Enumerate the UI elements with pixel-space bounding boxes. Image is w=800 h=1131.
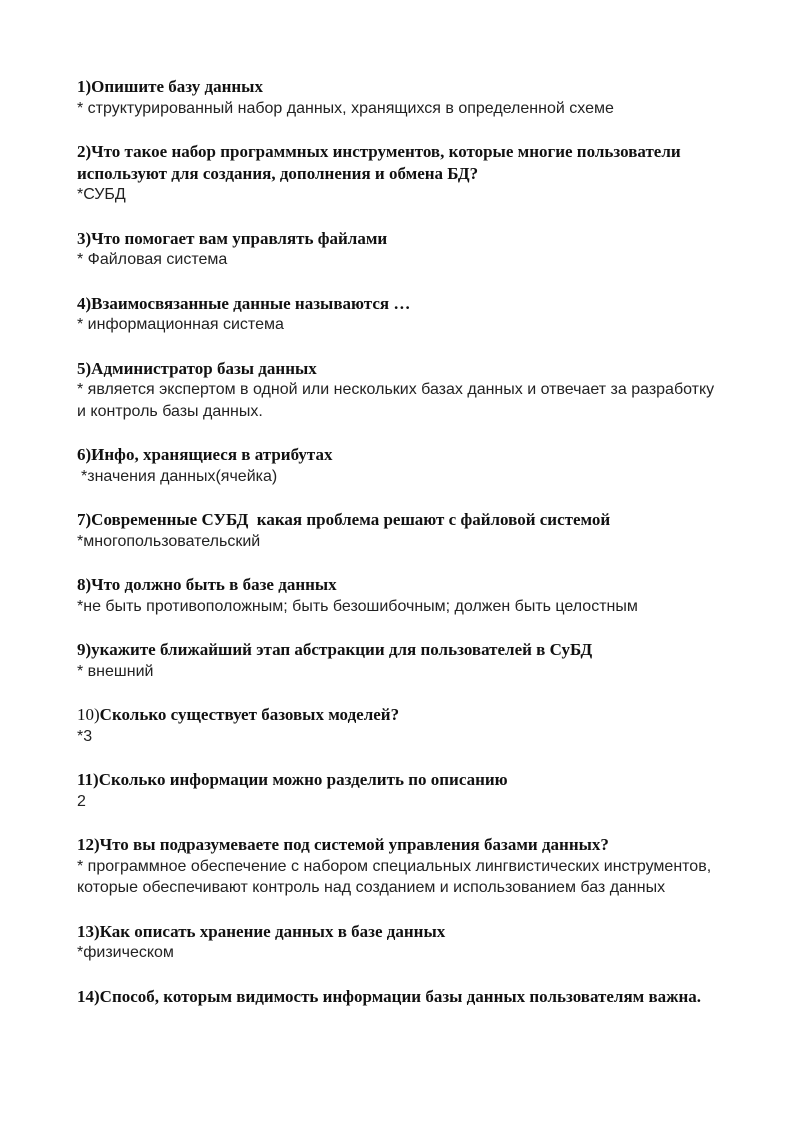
qa-item-7 [77, 509, 727, 552]
question-1: 1)Опишите базу данных [77, 77, 263, 96]
document-page [77, 76, 727, 1029]
answer-8: *не быть противоположным; быть безошибочным; должен быть целостным [77, 597, 638, 615]
question-6: 6)Инфо, хранящиеся в атрибутах [77, 445, 333, 464]
qa-item-12 [77, 834, 727, 899]
question-5: 5)Администратор базы данных [77, 358, 317, 378]
qa-item-8 [77, 574, 727, 617]
qa-item-9 [77, 639, 727, 682]
question-14: 14)Способ, которым видимость информации базы данных пользователям важна. [77, 986, 702, 1006]
answer-11: 2 [77, 792, 86, 810]
qa-item-10 [77, 704, 727, 747]
qa-item-13 [77, 921, 727, 964]
answer-9: * внешний [77, 662, 154, 680]
question-2: 2)Что такое набор программных инструментов, которые многие пользователи используют для создания, дополнения и обмена БД? [77, 142, 685, 183]
question-7: 7)Современные СУБД какая проблема решают с файловой системой [77, 510, 611, 529]
qa-item-1 [77, 76, 727, 119]
qa-item-11 [77, 769, 727, 812]
question-9: 9)укажите ближайший этап абстракции для пользователей в СуБД [77, 640, 593, 659]
qa-item-2 [77, 141, 727, 206]
qa-item-3 [77, 228, 727, 271]
question-12: 12)Что вы подразумеваете под системой управления базами данных? [77, 835, 609, 854]
answer-1: * структурированный набор данных, хранящихся в определенной схеме [77, 99, 614, 117]
qa-item-6 [77, 444, 727, 487]
qa-item-5 [77, 358, 727, 423]
qa-item-4 [77, 293, 727, 336]
question-8: 8)Что должно быть в базе данных [77, 575, 337, 594]
question-11: 11)Сколько информации можно разделить по описанию [77, 770, 508, 789]
answer-3: * Файловая система [77, 251, 228, 268]
question-13: 13)Как описать хранение данных в базе данных [77, 921, 446, 941]
answer-2: *СУБД [77, 186, 126, 203]
answer-4: * информационная система [77, 316, 284, 333]
answer-6: *значения данных(ячейка) [81, 467, 278, 485]
answer-7: *многопользовательский [77, 532, 261, 550]
answer-12: * программное обеспечение с набором специальных лингвистических инструментов, которые обеспечивают контроль над созданием и использованием баз данных [77, 857, 716, 896]
qa-item-14 [77, 986, 727, 1008]
answer-10: *3 [77, 727, 93, 745]
answer-5: * является экспертом в одной или нескольких базах данных и отвечает за разработку и контроль базы данных. [77, 381, 719, 420]
question-4: 4)Взаимосвязанные данные называются … [77, 293, 411, 313]
question-10-text: Сколько существует базовых моделей? [99, 705, 400, 724]
question-3: 3)Что помогает вам управлять файлами [77, 228, 388, 248]
answer-13: *физическом [77, 944, 174, 961]
question-10-number: 10) [77, 705, 100, 724]
question-10 [77, 704, 727, 726]
